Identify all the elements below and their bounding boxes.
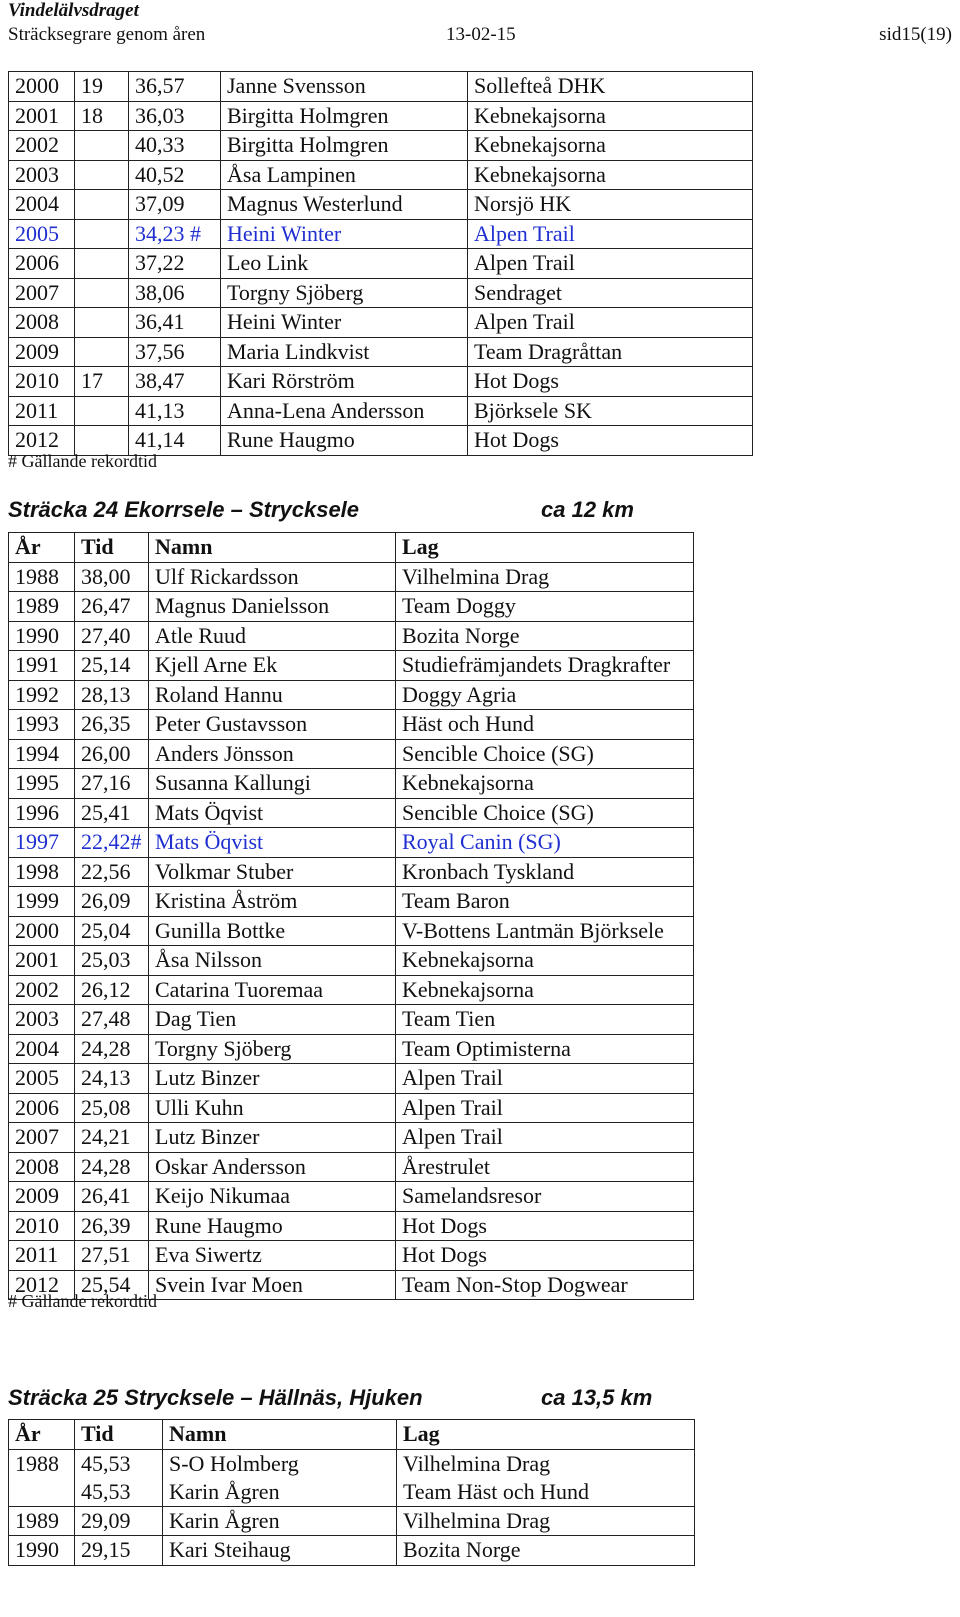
- table-row: [9, 396, 753, 426]
- name-cell: Volkmar Stuber: [149, 857, 396, 887]
- year-cell: 1997: [9, 828, 75, 858]
- year-cell: 2011: [9, 396, 75, 426]
- table-row: [9, 219, 753, 249]
- team-cell: Sencible Choice (SG): [396, 798, 694, 828]
- number-cell: [75, 219, 129, 249]
- team-cell: [397, 1536, 695, 1566]
- number-cell: [75, 131, 129, 161]
- time-value: 29,15: [81, 1537, 131, 1563]
- team-cell: Vilhelmina Drag: [396, 562, 694, 592]
- year-cell: 2006: [9, 1093, 75, 1123]
- table-row: [9, 1536, 695, 1566]
- table-row: [9, 975, 694, 1005]
- team-cell: Hot Dogs: [396, 1211, 694, 1241]
- name-cell: [163, 1536, 397, 1566]
- team-cell: Kebnekajsorna: [396, 946, 694, 976]
- table-row: [9, 367, 753, 397]
- name-cell: Heini Winter: [221, 219, 468, 249]
- team-cell: Team Optimisterna: [396, 1034, 694, 1064]
- year-cell: 1989: [9, 1506, 75, 1536]
- year-cell: 2004: [9, 190, 75, 220]
- year-cell: 2002: [9, 131, 75, 161]
- time-cell: 26,35: [75, 710, 149, 740]
- section-24-title: Sträcka 24 Ekorrsele – Strycksele: [8, 497, 360, 522]
- table-row: [9, 857, 694, 887]
- time-value-shared: 45,53: [81, 1478, 131, 1504]
- name-cell: Ulf Rickardsson: [149, 562, 396, 592]
- year-cell: 2010: [9, 367, 75, 397]
- name-cell: Leo Link: [221, 249, 468, 279]
- document-subtitle: Sträcksegrare genom åren: [8, 24, 206, 45]
- name-cell: Mats Öqvist: [149, 828, 396, 858]
- name-cell: Birgitta Holmgren: [221, 101, 468, 131]
- year-cell: 1988: [9, 1449, 75, 1506]
- name-cell: Keijo Nikumaa: [149, 1182, 396, 1212]
- team-cell: Kebnekajsorna: [396, 975, 694, 1005]
- number-cell: [75, 190, 129, 220]
- time-cell: 25,04: [75, 916, 149, 946]
- header-name: Namn: [149, 533, 396, 563]
- name-cell: [163, 1506, 397, 1536]
- year-cell: 1990: [9, 1536, 75, 1566]
- team-cell: Doggy Agria: [396, 680, 694, 710]
- time-cell: 37,09: [129, 190, 221, 220]
- header-year: År: [9, 1420, 75, 1450]
- time-cell: 22,42#: [75, 828, 149, 858]
- year-cell: 1999: [9, 887, 75, 917]
- team-cell: Alpen Trail: [396, 1093, 694, 1123]
- name-cell: Janne Svensson: [221, 72, 468, 102]
- table-row: [9, 1005, 694, 1035]
- name-cell: Dag Tien: [149, 1005, 396, 1035]
- year-cell: 1990: [9, 621, 75, 651]
- time-cell: 25,08: [75, 1093, 149, 1123]
- time-cell: 25,41: [75, 798, 149, 828]
- team-cell: Alpen Trail: [468, 308, 753, 338]
- name-cell: Peter Gustavsson: [149, 710, 396, 740]
- section-25-distance: ca 13,5 km: [541, 1385, 653, 1410]
- time-cell: 27,16: [75, 769, 149, 799]
- table-row: [9, 1123, 694, 1153]
- section-24-distance: ca 12 km: [541, 497, 634, 522]
- header-name: Namn: [163, 1420, 397, 1450]
- table-row: [9, 769, 694, 799]
- team-cell: Björksele SK: [468, 396, 753, 426]
- name-cell: Catarina Tuoremaa: [149, 975, 396, 1005]
- name-value: S-O Holmberg: [169, 1450, 299, 1476]
- table-row: [9, 1506, 695, 1536]
- team-cell: [397, 1506, 695, 1536]
- year-cell: 1989: [9, 592, 75, 622]
- name-cell: Susanna Kallungi: [149, 769, 396, 799]
- number-cell: [75, 308, 129, 338]
- name-cell: Oskar Andersson: [149, 1152, 396, 1182]
- table-row: [9, 278, 753, 308]
- table-row: [9, 1182, 694, 1212]
- time-cell: 26,41: [75, 1182, 149, 1212]
- name-cell: Anders Jönsson: [149, 739, 396, 769]
- time-cell: 24,21: [75, 1123, 149, 1153]
- name-cell: Lutz Binzer: [149, 1064, 396, 1094]
- name-cell: Torgny Sjöberg: [221, 278, 468, 308]
- year-cell: 2000: [9, 916, 75, 946]
- number-cell: 19: [75, 72, 129, 102]
- table-row: [9, 798, 694, 828]
- table-row: [9, 249, 753, 279]
- table-row: [9, 337, 753, 367]
- year-cell: 2010: [9, 1211, 75, 1241]
- table-header-row: [9, 533, 694, 563]
- team-cell: Årestrulet: [396, 1152, 694, 1182]
- name-cell: Kristina Åström: [149, 887, 396, 917]
- time-cell: [75, 1506, 163, 1536]
- time-cell: 37,56: [129, 337, 221, 367]
- record-note: # Gällande rekordtid: [8, 451, 157, 471]
- year-cell: 2000: [9, 72, 75, 102]
- time-cell: 36,41: [129, 308, 221, 338]
- table-header-row: [9, 1420, 695, 1450]
- table-row: [9, 562, 694, 592]
- header-time: Tid: [75, 1420, 163, 1450]
- table-row: [9, 131, 753, 161]
- number-cell: [75, 249, 129, 279]
- year-cell: 2009: [9, 337, 75, 367]
- table-row: [9, 946, 694, 976]
- header-year: År: [9, 533, 75, 563]
- team-cell: Kebnekajsorna: [468, 101, 753, 131]
- year-cell: 2001: [9, 101, 75, 131]
- time-cell: 27,40: [75, 621, 149, 651]
- name-cell: Mats Öqvist: [149, 798, 396, 828]
- name-cell: Ulli Kuhn: [149, 1093, 396, 1123]
- year-cell: 1993: [9, 710, 75, 740]
- time-cell: 28,13: [75, 680, 149, 710]
- team-cell: [397, 1449, 695, 1506]
- team-cell: Bozita Norge: [396, 621, 694, 651]
- year-cell: 2006: [9, 249, 75, 279]
- team-cell: V-Bottens Lantmän Björksele: [396, 916, 694, 946]
- year-cell: 1992: [9, 680, 75, 710]
- table-row: [9, 160, 753, 190]
- team-cell: Norsjö HK: [468, 190, 753, 220]
- table-row: [9, 308, 753, 338]
- year-cell: 2003: [9, 160, 75, 190]
- table-row: [9, 739, 694, 769]
- name-cell: Magnus Danielsson: [149, 592, 396, 622]
- table-row: [9, 72, 753, 102]
- table-row: [9, 1211, 694, 1241]
- time-cell: 36,57: [129, 72, 221, 102]
- name-cell: Eva Siwertz: [149, 1241, 396, 1271]
- time-cell: [75, 1536, 163, 1566]
- number-cell: 18: [75, 101, 129, 131]
- team-cell: Alpen Trail: [396, 1064, 694, 1094]
- section-24-table: [8, 532, 694, 1300]
- name-cell: Svein Ivar Moen: [149, 1270, 396, 1300]
- name-value: Kari Steihaug: [169, 1537, 291, 1563]
- time-cell: 26,09: [75, 887, 149, 917]
- time-cell: 27,48: [75, 1005, 149, 1035]
- time-cell: 27,51: [75, 1241, 149, 1271]
- team-cell: Team Doggy: [396, 592, 694, 622]
- table-row: [9, 651, 694, 681]
- table-row: [9, 1449, 695, 1506]
- table-row: [9, 1241, 694, 1271]
- team-cell: Team Tien: [396, 1005, 694, 1035]
- year-cell: 2011: [9, 1241, 75, 1271]
- team-cell: Hot Dogs: [396, 1241, 694, 1271]
- previous-section-table: [8, 71, 753, 456]
- team-cell: Häst och Hund: [396, 710, 694, 740]
- time-cell: 24,28: [75, 1152, 149, 1182]
- time-cell: 26,39: [75, 1211, 149, 1241]
- number-cell: [75, 278, 129, 308]
- table-row: [9, 680, 694, 710]
- time-value: 45,53: [81, 1450, 131, 1476]
- time-cell: 22,56: [75, 857, 149, 887]
- time-cell: 38,00: [75, 562, 149, 592]
- year-cell: 1994: [9, 739, 75, 769]
- name-cell: Rune Haugmo: [149, 1211, 396, 1241]
- time-cell: 36,03: [129, 101, 221, 131]
- number-cell: 17: [75, 367, 129, 397]
- name-cell: Roland Hannu: [149, 680, 396, 710]
- table-row: [9, 828, 694, 858]
- name-cell: Gunilla Bottke: [149, 916, 396, 946]
- time-cell: 26,12: [75, 975, 149, 1005]
- name-cell: Anna-Lena Andersson: [221, 396, 468, 426]
- table-row: [9, 916, 694, 946]
- time-cell: 40,33: [129, 131, 221, 161]
- team-value: Bozita Norge: [403, 1537, 521, 1563]
- team-cell: Kebnekajsorna: [396, 769, 694, 799]
- name-cell: Birgitta Holmgren: [221, 131, 468, 161]
- table-row: [9, 621, 694, 651]
- year-cell: 2007: [9, 278, 75, 308]
- team-cell: Alpen Trail: [468, 219, 753, 249]
- time-cell: 38,06: [129, 278, 221, 308]
- time-cell: 24,13: [75, 1064, 149, 1094]
- year-cell: 2003: [9, 1005, 75, 1035]
- team-cell: Sendraget: [468, 278, 753, 308]
- time-cell: 24,28: [75, 1034, 149, 1064]
- table-row: [9, 592, 694, 622]
- name-cell: Kjell Arne Ek: [149, 651, 396, 681]
- team-cell: Alpen Trail: [396, 1123, 694, 1153]
- year-cell: 2008: [9, 308, 75, 338]
- time-cell: 25,14: [75, 651, 149, 681]
- team-cell: Team Baron: [396, 887, 694, 917]
- name-value-shared: Karin Ågren: [169, 1478, 280, 1504]
- team-value: Vilhelmina Drag: [403, 1450, 551, 1476]
- year-cell: 2001: [9, 946, 75, 976]
- header-time: Tid: [75, 533, 149, 563]
- year-cell: 2008: [9, 1152, 75, 1182]
- team-cell: Team Non-Stop Dogwear: [396, 1270, 694, 1300]
- name-value: Karin Ågren: [169, 1507, 280, 1533]
- section-25-title: Sträcka 25 Strycksele – Hällnäs, Hjuken: [8, 1385, 423, 1410]
- year-cell: 2004: [9, 1034, 75, 1064]
- team-cell: Kebnekajsorna: [468, 131, 753, 161]
- time-cell: 38,47: [129, 367, 221, 397]
- name-cell: [163, 1449, 397, 1506]
- year-cell: 2002: [9, 975, 75, 1005]
- time-cell: 25,54: [75, 1270, 149, 1300]
- time-value: 29,09: [81, 1507, 131, 1533]
- year-cell: 2012: [9, 426, 75, 456]
- name-cell: Magnus Westerlund: [221, 190, 468, 220]
- time-cell: 25,03: [75, 946, 149, 976]
- table-row: [9, 101, 753, 131]
- year-cell: 2012: [9, 1270, 75, 1300]
- name-cell: Heini Winter: [221, 308, 468, 338]
- time-cell: 26,00: [75, 739, 149, 769]
- team-cell: Studiefrämjandets Dragkrafter: [396, 651, 694, 681]
- table-row: [9, 1034, 694, 1064]
- name-cell: Åsa Nilsson: [149, 946, 396, 976]
- year-cell: 1995: [9, 769, 75, 799]
- name-cell: Kari Rörström: [221, 367, 468, 397]
- year-cell: 2005: [9, 219, 75, 249]
- year-cell: 1988: [9, 562, 75, 592]
- number-cell: [75, 396, 129, 426]
- year-cell: 1996: [9, 798, 75, 828]
- team-cell: Hot Dogs: [468, 367, 753, 397]
- page-number: sid15(19): [879, 24, 952, 45]
- table-row: [9, 190, 753, 220]
- table-row: [9, 710, 694, 740]
- time-cell: 37,22: [129, 249, 221, 279]
- year-cell: 2007: [9, 1123, 75, 1153]
- time-cell: 40,52: [129, 160, 221, 190]
- record-note: # Gällande rekordtid: [8, 1291, 157, 1311]
- name-cell: Atle Ruud: [149, 621, 396, 651]
- year-cell: 1991: [9, 651, 75, 681]
- table-row: [9, 1152, 694, 1182]
- table-row: [9, 1093, 694, 1123]
- number-cell: [75, 160, 129, 190]
- number-cell: [75, 337, 129, 367]
- name-cell: Torgny Sjöberg: [149, 1034, 396, 1064]
- time-cell: 26,47: [75, 592, 149, 622]
- table-row: [9, 887, 694, 917]
- header-team: Lag: [396, 533, 694, 563]
- time-cell: 34,23 #: [129, 219, 221, 249]
- team-value-shared: Team Häst och Hund: [403, 1478, 590, 1504]
- time-cell: 41,13: [129, 396, 221, 426]
- team-cell: Alpen Trail: [468, 249, 753, 279]
- team-cell: Royal Canin (SG): [396, 828, 694, 858]
- time-cell: 41,14: [129, 426, 221, 456]
- name-cell: Åsa Lampinen: [221, 160, 468, 190]
- document-title: Vindelälvsdraget: [8, 0, 139, 21]
- time-cell: [75, 1449, 163, 1506]
- team-cell: Team Dragråttan: [468, 337, 753, 367]
- name-cell: Rune Haugmo: [221, 426, 468, 456]
- year-cell: 2009: [9, 1182, 75, 1212]
- section-25-table: [8, 1419, 695, 1566]
- name-cell: Maria Lindkvist: [221, 337, 468, 367]
- document-date: 13-02-15: [446, 24, 516, 45]
- name-cell: Lutz Binzer: [149, 1123, 396, 1153]
- year-cell: 1998: [9, 857, 75, 887]
- year-cell: 2005: [9, 1064, 75, 1094]
- team-cell: Kebnekajsorna: [468, 160, 753, 190]
- team-cell: Samelandsresor: [396, 1182, 694, 1212]
- header-team: Lag: [397, 1420, 695, 1450]
- team-value: Vilhelmina Drag: [403, 1507, 551, 1533]
- team-cell: Hot Dogs: [468, 426, 753, 456]
- team-cell: Sollefteå DHK: [468, 72, 753, 102]
- team-cell: Sencible Choice (SG): [396, 739, 694, 769]
- table-row: [9, 1064, 694, 1094]
- team-cell: Kronbach Tyskland: [396, 857, 694, 887]
